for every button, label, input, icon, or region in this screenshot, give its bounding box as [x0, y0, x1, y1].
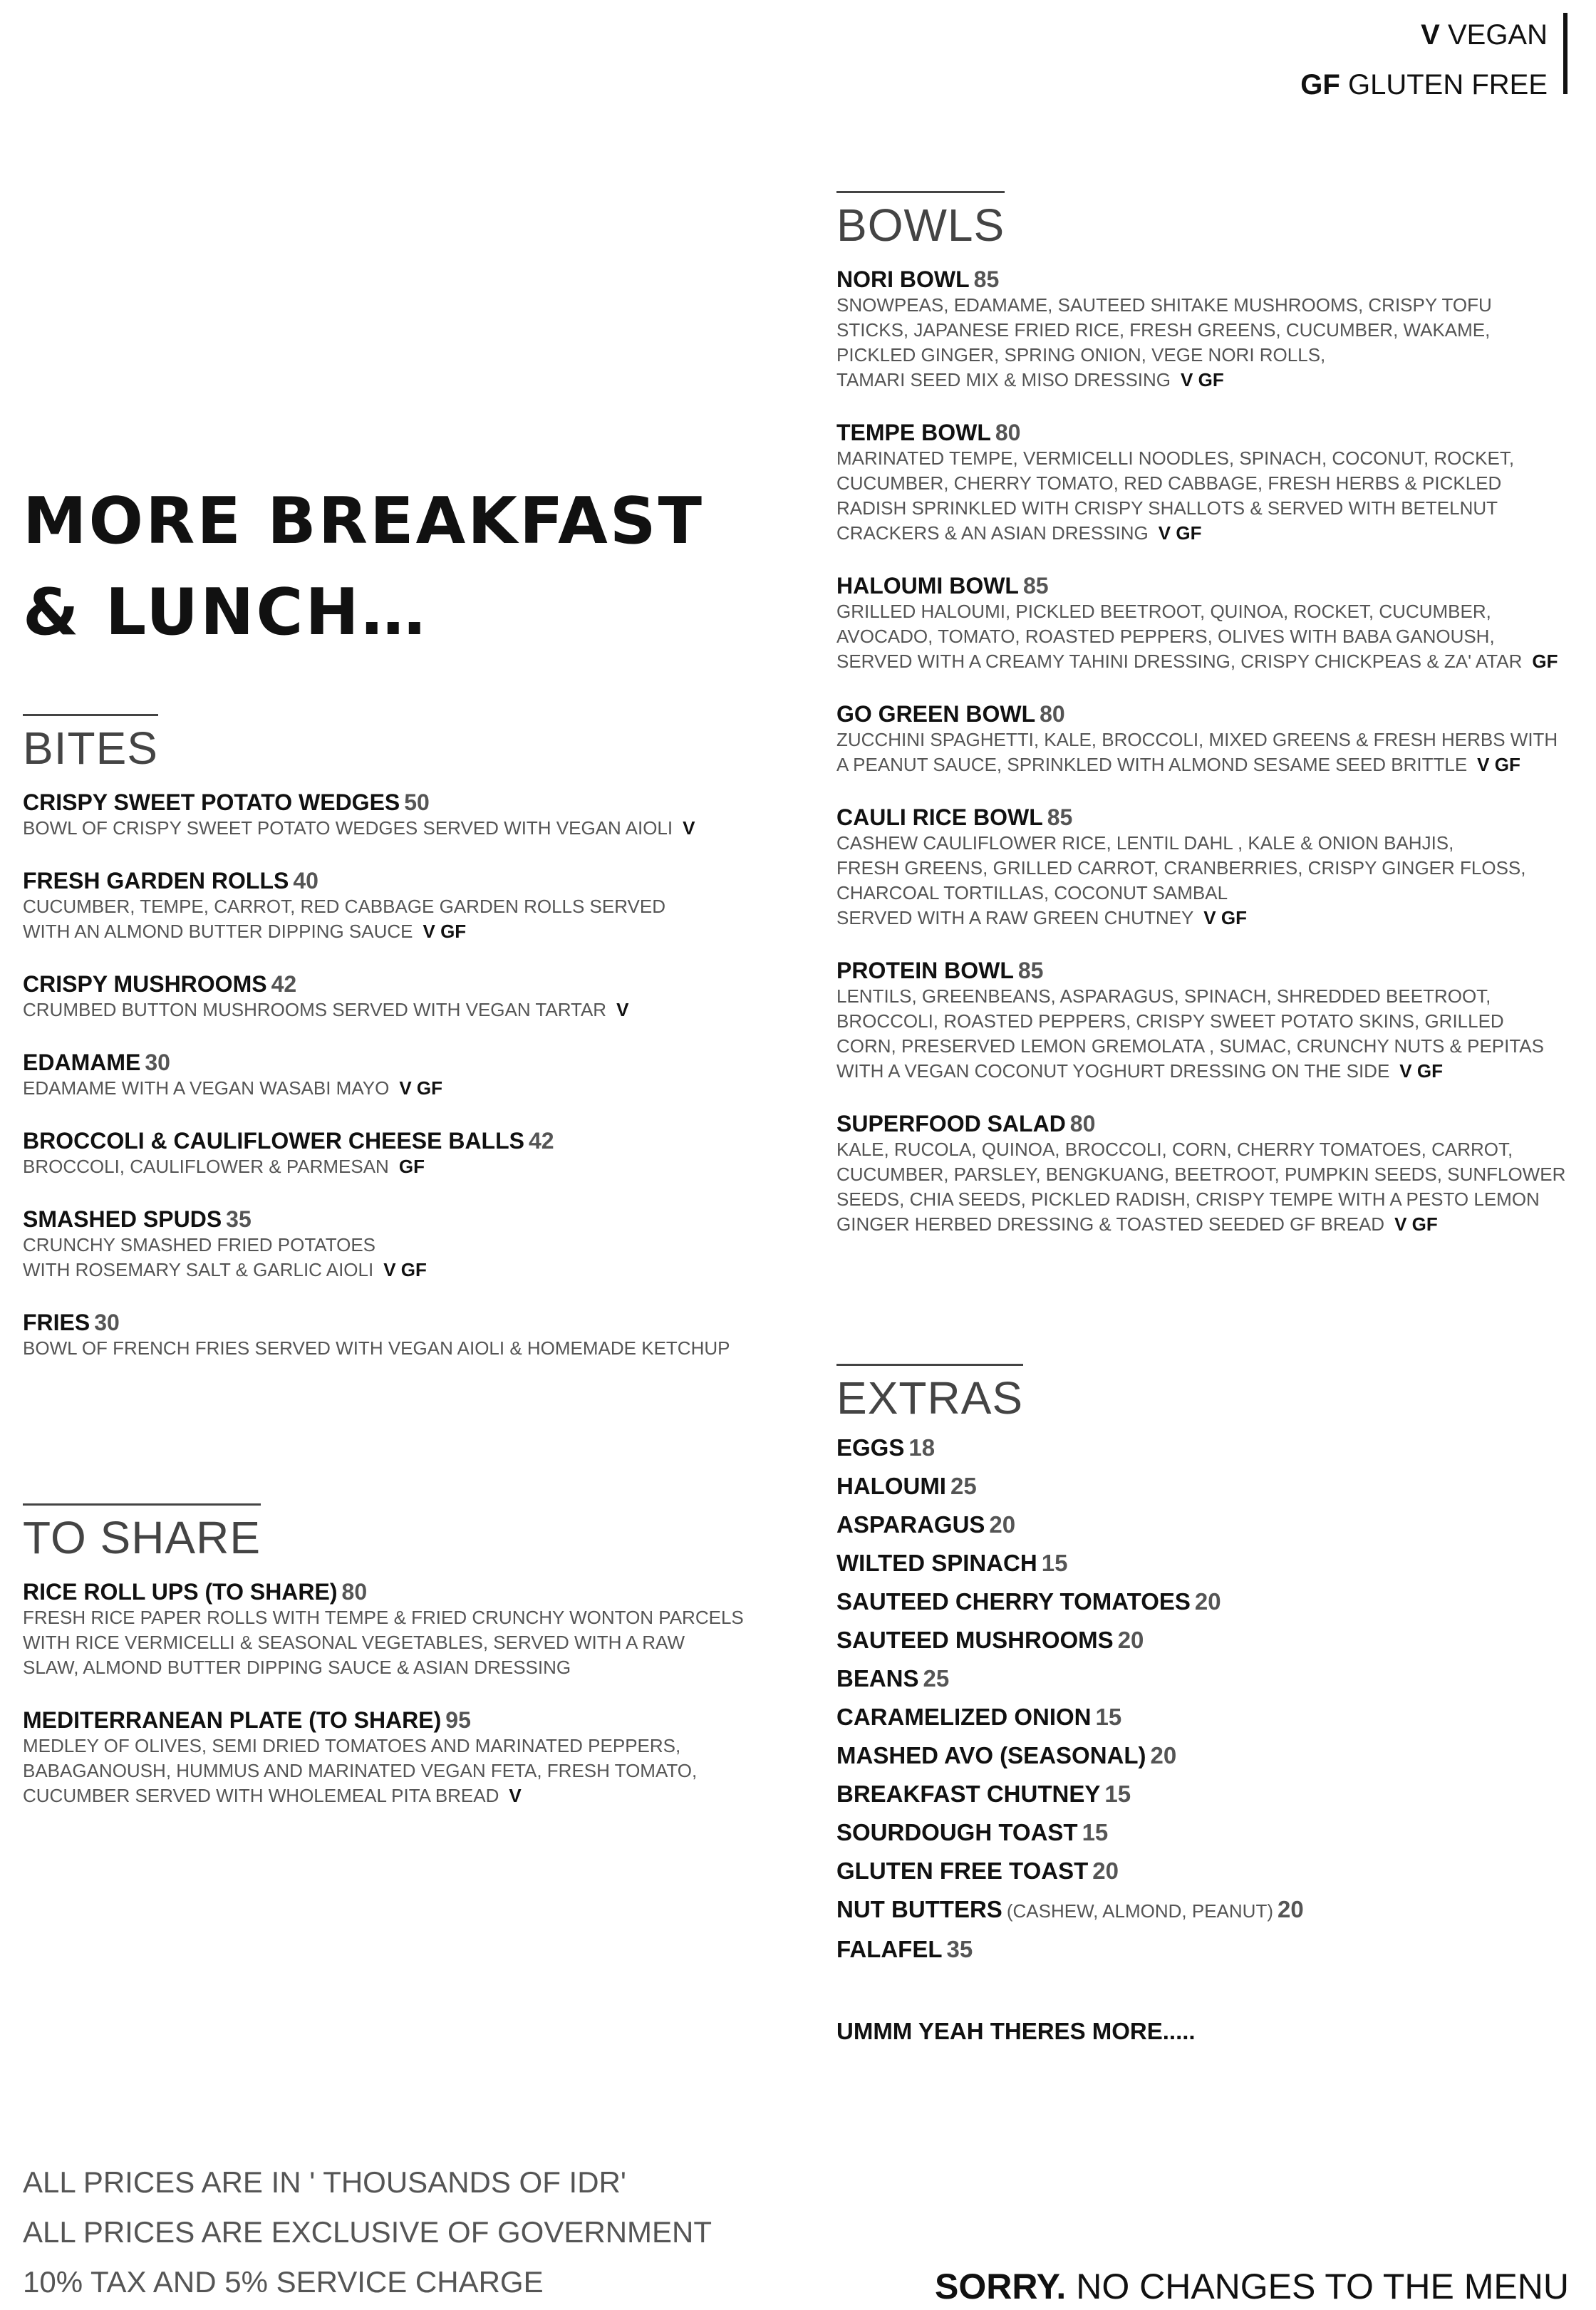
item-description: WITH ROSEMARY SALT & GARLIC AIOLI	[23, 1259, 374, 1280]
page-title-line1: MORE BREAKFAST	[23, 484, 704, 559]
item-name: EDAMAME	[23, 1050, 141, 1075]
item-description: BOWL OF CRISPY SWEET POTATO WEDGES SERVED WITH VEGAN AIOLI	[23, 817, 673, 839]
diet-tag: GF	[398, 1156, 425, 1177]
extra-name: SOURDOUGH TOAST	[836, 1819, 1078, 1845]
item-description-line	[836, 446, 1570, 471]
item-description-line	[836, 727, 1570, 752]
item-name-row	[836, 419, 1570, 446]
diet-tag: V GF	[1181, 369, 1224, 390]
item-description: SERVED WITH A CREAMY TAHINI DRESSING, CRISPY CHICKPEAS & ZA' ATAR	[836, 651, 1523, 672]
diet-tag: V GF	[399, 1077, 442, 1099]
extra-item	[836, 1852, 1570, 1890]
to-share-section	[23, 1503, 792, 1835]
extra-name: BREAKFAST CHUTNEY	[836, 1781, 1101, 1807]
item-name: CRISPY MUSHROOMS	[23, 971, 267, 997]
item-description: A PEANUT SAUCE, SPRINKLED WITH ALMOND SESAME SEED BRITTLE	[836, 754, 1468, 775]
extra-item	[836, 1429, 1570, 1467]
item-description-line	[23, 1605, 792, 1630]
item-description-line	[836, 1212, 1570, 1237]
item-price: 80	[341, 1579, 368, 1605]
item-description: BOWL OF FRENCH FRIES SERVED WITH VEGAN AIOLI & HOMEMADE KETCHUP	[23, 1337, 730, 1359]
extra-note: (CASHEW, ALMOND, PEANUT)	[1006, 1900, 1273, 1922]
menu-item	[23, 789, 792, 841]
item-description: TAMARI SEED MIX & MISO DRESSING	[836, 369, 1171, 390]
legend-gf-key: GF	[1300, 69, 1340, 100]
item-description-line	[836, 1059, 1570, 1084]
item-name: BROCCOLI & CAULIFLOWER CHEESE BALLS	[23, 1128, 524, 1154]
extra-item	[836, 1736, 1570, 1775]
item-description: MEDLEY OF OLIVES, SEMI DRIED TOMATOES AND MARINATED PEPPERS,	[23, 1735, 681, 1756]
item-description-line	[23, 1759, 792, 1783]
item-description-line	[23, 1076, 792, 1101]
item-description: MARINATED TEMPE, VERMICELLI NOODLES, SPINACH, COCONUT, ROCKET,	[836, 447, 1515, 469]
diet-tag: V GF	[1477, 754, 1520, 775]
menu-item	[836, 266, 1570, 393]
item-description-line	[836, 649, 1570, 674]
item-description: CUCUMBER, CHERRY TOMATO, RED CABBAGE, FRESH HERBS & PICKLED	[836, 472, 1502, 494]
diet-tag: V GF	[423, 921, 467, 942]
item-description-line	[23, 816, 792, 841]
extra-price: 35	[946, 1936, 973, 1962]
sorry-label: SORRY.	[935, 2267, 1067, 2306]
extra-price: 15	[1041, 1550, 1068, 1576]
item-description-line	[836, 293, 1570, 318]
no-changes-notice	[935, 2266, 1569, 2307]
diet-tag: V	[616, 999, 629, 1020]
item-description: FRESH RICE PAPER ROLLS WITH TEMPE & FRIED CRUNCHY WONTON PARCELS	[23, 1607, 744, 1628]
item-description-line	[836, 343, 1570, 368]
menu-item	[836, 572, 1570, 674]
item-description-line	[23, 1630, 792, 1655]
item-description: FRESH GREENS, GRILLED CARROT, CRANBERRIES, CRISPY GINGER FLOSS,	[836, 857, 1526, 879]
item-name-row	[23, 970, 792, 998]
item-description-line	[23, 998, 792, 1022]
item-description-line	[836, 831, 1570, 856]
item-description-line	[23, 894, 792, 919]
legend-gluten-free	[1300, 60, 1548, 110]
item-description-line	[23, 1655, 792, 1680]
item-name: CRISPY SWEET POTATO WEDGES	[23, 789, 400, 815]
diet-tag: GF	[1532, 651, 1558, 672]
legend-vegan	[1300, 10, 1548, 60]
item-description-line	[836, 1137, 1570, 1162]
menu-item	[23, 1127, 792, 1179]
no-changes-text: NO CHANGES TO THE MENU	[1076, 2267, 1569, 2306]
item-description: GINGER HERBED DRESSING & TOASTED SEEDED GF BREAD	[836, 1213, 1385, 1235]
extra-price: 15	[1095, 1704, 1122, 1730]
item-description: LENTILS, GREENBEANS, ASPARAGUS, SPINACH, SHREDDED BEETROOT,	[836, 985, 1491, 1007]
bowls-section	[836, 191, 1570, 1263]
item-description: CORN, PRESERVED LEMON GREMOLATA , SUMAC, CRUNCHY NUTS & PEPITAS	[836, 1035, 1544, 1057]
diet-tag: V GF	[1203, 907, 1247, 928]
legend-vegan-label: VEGAN	[1447, 19, 1548, 51]
item-description-line	[836, 856, 1570, 881]
menu-item	[23, 867, 792, 944]
disclaimer-line: ALL PRICES ARE IN ' THOUSANDS OF IDR'	[23, 2165, 626, 2199]
bites-heading: BITES	[23, 714, 158, 776]
diet-tag: V GF	[383, 1259, 427, 1280]
extra-price: 15	[1104, 1781, 1131, 1807]
item-description-line	[836, 368, 1570, 393]
item-price: 42	[271, 971, 297, 997]
item-description-line	[23, 919, 792, 944]
item-price: 30	[94, 1310, 120, 1335]
item-name-row	[23, 1706, 792, 1734]
extra-item	[836, 1930, 1570, 1969]
item-description: WITH A VEGAN COCONUT YOGHURT DRESSING ON THE SIDE	[836, 1060, 1390, 1082]
menu-item	[836, 1110, 1570, 1237]
menu-item	[836, 700, 1570, 777]
item-name: PROTEIN BOWL	[836, 958, 1014, 983]
item-name-row	[836, 1110, 1570, 1137]
extra-item	[836, 1659, 1570, 1698]
extra-name: EGGS	[836, 1434, 905, 1461]
page-title	[23, 476, 704, 658]
item-name: CAULI RICE BOWL	[836, 804, 1043, 830]
item-description: CASHEW CAULIFLOWER RICE, LENTIL DAHL , KALE & ONION BAHJIS,	[836, 832, 1454, 854]
item-name-row	[836, 266, 1570, 293]
extra-name: SAUTEED MUSHROOMS	[836, 1627, 1114, 1653]
extra-item	[836, 1813, 1570, 1852]
item-description-line	[836, 496, 1570, 521]
item-description: CRUMBED BUTTON MUSHROOMS SERVED WITH VEGAN TARTAR	[23, 999, 607, 1020]
item-description: WITH RICE VERMICELLI & SEASONAL VEGETABLES, SERVED WITH A RAW	[23, 1632, 685, 1653]
more-note: UMMM YEAH THERES MORE.....	[836, 2018, 1196, 2044]
item-description-line	[836, 599, 1570, 624]
item-price: 50	[404, 789, 430, 815]
item-description-line	[836, 1034, 1570, 1059]
item-description: CUCUMBER SERVED WITH WHOLEMEAL PITA BREAD	[23, 1785, 499, 1806]
extra-name: GLUTEN FREE TOAST	[836, 1858, 1089, 1884]
extra-price: 25	[923, 1665, 950, 1692]
extra-price: 20	[1277, 1896, 1304, 1922]
item-name-row	[836, 957, 1570, 984]
menu-item	[23, 970, 792, 1022]
item-price: 35	[226, 1206, 252, 1232]
item-description: AVOCADO, TOMATO, ROASTED PEPPERS, OLIVES WITH BABA GANOUSH,	[836, 626, 1495, 647]
item-description-line	[836, 318, 1570, 343]
item-name-row	[836, 700, 1570, 727]
extra-name: ASPARAGUS	[836, 1511, 985, 1538]
item-description: RADISH SPRINKLED WITH CRISPY SHALLOTS & SERVED WITH BETELNUT	[836, 497, 1498, 519]
item-name-row	[23, 867, 792, 894]
extra-price: 20	[1092, 1858, 1119, 1884]
extra-item	[836, 1506, 1570, 1544]
extra-name: NUT BUTTERS	[836, 1896, 1002, 1922]
item-description-line	[836, 1009, 1570, 1034]
item-name: MEDITERRANEAN PLATE (TO SHARE)	[23, 1707, 442, 1733]
extra-price: 20	[1150, 1742, 1177, 1768]
item-description-line	[836, 752, 1570, 777]
item-price: 85	[1022, 573, 1049, 599]
item-price: 42	[528, 1128, 554, 1154]
item-description: CUCUMBER, PARSLEY, BENGKUANG, BEETROOT, PUMPKIN SEEDS, SUNFLOWER	[836, 1164, 1566, 1185]
item-description-line	[836, 1187, 1570, 1212]
extra-item	[836, 1544, 1570, 1583]
diet-tag: V GF	[1399, 1060, 1443, 1082]
extra-item	[836, 1467, 1570, 1506]
extra-name: HALOUMI	[836, 1473, 946, 1499]
item-description-line	[836, 471, 1570, 496]
extra-price: 15	[1082, 1819, 1109, 1845]
item-description: SLAW, ALMOND BUTTER DIPPING SAUCE & ASIAN DRESSING	[23, 1657, 571, 1678]
item-description-line	[23, 1336, 792, 1361]
item-name: SMASHED SPUDS	[23, 1206, 222, 1232]
to-share-heading: TO SHARE	[23, 1503, 261, 1565]
item-description: SEEDS, CHIA SEEDS, PICKLED RADISH, CRISPY TEMPE WITH A PESTO LEMON	[836, 1188, 1540, 1210]
extra-price: 20	[989, 1511, 1016, 1538]
extra-item	[836, 1621, 1570, 1659]
diet-tag: V	[509, 1785, 522, 1806]
item-description-line	[836, 1162, 1570, 1187]
extra-name: WILTED SPINACH	[836, 1550, 1037, 1576]
item-description: BABAGANOUSH, HUMMUS AND MARINATED VEGAN FETA, FRESH TOMATO,	[23, 1760, 698, 1781]
extra-item	[836, 1890, 1570, 1930]
item-price: 40	[293, 868, 318, 894]
extra-item	[836, 1583, 1570, 1621]
extra-price: 20	[1117, 1627, 1144, 1653]
item-price: 85	[973, 266, 1000, 292]
item-name-row	[23, 1127, 792, 1154]
bites-section	[23, 714, 792, 1387]
menu-item	[836, 804, 1570, 931]
item-description: SERVED WITH A RAW GREEN CHUTNEY	[836, 907, 1194, 928]
item-name-row	[23, 1578, 792, 1605]
disclaimer-line: 10% TAX AND 5% SERVICE CHARGE	[23, 2265, 544, 2299]
legend-gf-label: GLUTEN FREE	[1347, 69, 1548, 100]
extra-price: 25	[950, 1473, 977, 1499]
item-description-line	[836, 624, 1570, 649]
item-description: SNOWPEAS, EDAMAME, SAUTEED SHITAKE MUSHROOMS, CRISPY TOFU	[836, 294, 1492, 316]
item-name-row	[23, 789, 792, 816]
item-price: 85	[1047, 804, 1073, 830]
bites-list	[23, 789, 792, 1361]
extras-section	[836, 1364, 1570, 1969]
item-description: CRUNCHY SMASHED FRIED POTATOES	[23, 1234, 376, 1255]
item-name-row	[836, 804, 1570, 831]
disclaimer-line: ALL PRICES ARE EXCLUSIVE OF GOVERNMENT	[23, 2215, 712, 2249]
item-description-line	[23, 1154, 792, 1179]
diet-tag: V GF	[1394, 1213, 1438, 1235]
item-description-line	[23, 1258, 792, 1283]
price-disclaimer	[23, 2158, 712, 2307]
menu-item	[836, 419, 1570, 546]
diet-legend	[1300, 10, 1548, 110]
item-price: 30	[145, 1050, 170, 1075]
menu-item	[23, 1578, 792, 1680]
item-description: CRACKERS & AN ASIAN DRESSING	[836, 522, 1149, 544]
item-description-line	[836, 881, 1570, 906]
diet-tag: V	[683, 817, 695, 839]
item-name: RICE ROLL UPS (TO SHARE)	[23, 1579, 338, 1605]
item-name-row	[23, 1049, 792, 1076]
item-name: FRESH GARDEN ROLLS	[23, 868, 289, 894]
item-description-line	[836, 906, 1570, 931]
extra-item	[836, 1775, 1570, 1813]
item-description-line	[23, 1783, 792, 1808]
extras-heading: EXTRAS	[836, 1364, 1023, 1426]
item-name: NORI BOWL	[836, 266, 970, 292]
item-price: 80	[1040, 701, 1065, 727]
item-description-line	[23, 1233, 792, 1258]
menu-item	[23, 1706, 792, 1808]
item-description: BROCCOLI, ROASTED PEPPERS, CRISPY SWEET POTATO SKINS, GRILLED	[836, 1010, 1504, 1032]
item-description: GRILLED HALOUMI, PICKLED BEETROOT, QUINOA, ROCKET, CUCUMBER,	[836, 601, 1491, 622]
item-name: GO GREEN BOWL	[836, 701, 1036, 727]
item-price: 95	[445, 1707, 471, 1733]
item-description-line	[836, 984, 1570, 1009]
item-price: 80	[1069, 1111, 1096, 1136]
item-description: WITH AN ALMOND BUTTER DIPPING SAUCE	[23, 921, 413, 942]
item-description: ZUCCHINI SPAGHETTI, KALE, BROCCOLI, MIXED GREENS & FRESH HERBS WITH	[836, 729, 1558, 750]
menu-item	[23, 1309, 792, 1361]
item-name-row	[23, 1206, 792, 1233]
item-price: 80	[995, 420, 1021, 445]
item-description: KALE, RUCOLA, QUINOA, BROCCOLI, CORN, CHERRY TOMATOES, CARROT,	[836, 1139, 1513, 1160]
menu-item	[23, 1206, 792, 1283]
item-description: EDAMAME WITH A VEGAN WASABI MAYO	[23, 1077, 390, 1099]
menu-item	[836, 957, 1570, 1084]
item-description: PICKLED GINGER, SPRING ONION, VEGE NORI ROLLS,	[836, 344, 1326, 366]
item-name-row	[23, 1309, 792, 1336]
item-description-line	[836, 521, 1570, 546]
to-share-list	[23, 1578, 792, 1808]
item-name: FRIES	[23, 1310, 90, 1335]
bowls-heading: BOWLS	[836, 191, 1005, 253]
item-description: CUCUMBER, TEMPE, CARROT, RED CABBAGE GARDEN ROLLS SERVED	[23, 896, 666, 917]
extra-name: CARAMELIZED ONION	[836, 1704, 1092, 1730]
item-description: BROCCOLI, CAULIFLOWER & PARMESAN	[23, 1156, 389, 1177]
extra-price: 20	[1194, 1588, 1221, 1615]
legend-vegan-key: V	[1421, 19, 1440, 51]
diet-tag: V GF	[1158, 522, 1202, 544]
item-description-line	[23, 1734, 792, 1759]
extra-item	[836, 1698, 1570, 1736]
extra-price: 18	[908, 1434, 936, 1461]
item-price: 85	[1017, 958, 1044, 983]
extra-name: FALAFEL	[836, 1936, 943, 1962]
item-description: CHARCOAL TORTILLAS, COCONUT SAMBAL	[836, 882, 1228, 903]
item-description: STICKS, JAPANESE FRIED RICE, FRESH GREENS, CUCUMBER, WAKAME,	[836, 319, 1491, 341]
extras-list	[836, 1429, 1570, 1969]
item-name: HALOUMI BOWL	[836, 573, 1019, 599]
bowls-list	[836, 266, 1570, 1237]
item-name-row	[836, 572, 1570, 599]
menu-item	[23, 1049, 792, 1101]
item-name: SUPERFOOD SALAD	[836, 1111, 1066, 1136]
extra-name: BEANS	[836, 1665, 919, 1692]
page-title-line2: & LUNCH…	[23, 575, 428, 650]
extra-name: SAUTEED CHERRY TOMATOES	[836, 1588, 1191, 1615]
legend-divider	[1563, 13, 1568, 94]
item-name: TEMPE BOWL	[836, 420, 991, 445]
extra-name: MASHED AVO (SEASONAL)	[836, 1742, 1146, 1768]
